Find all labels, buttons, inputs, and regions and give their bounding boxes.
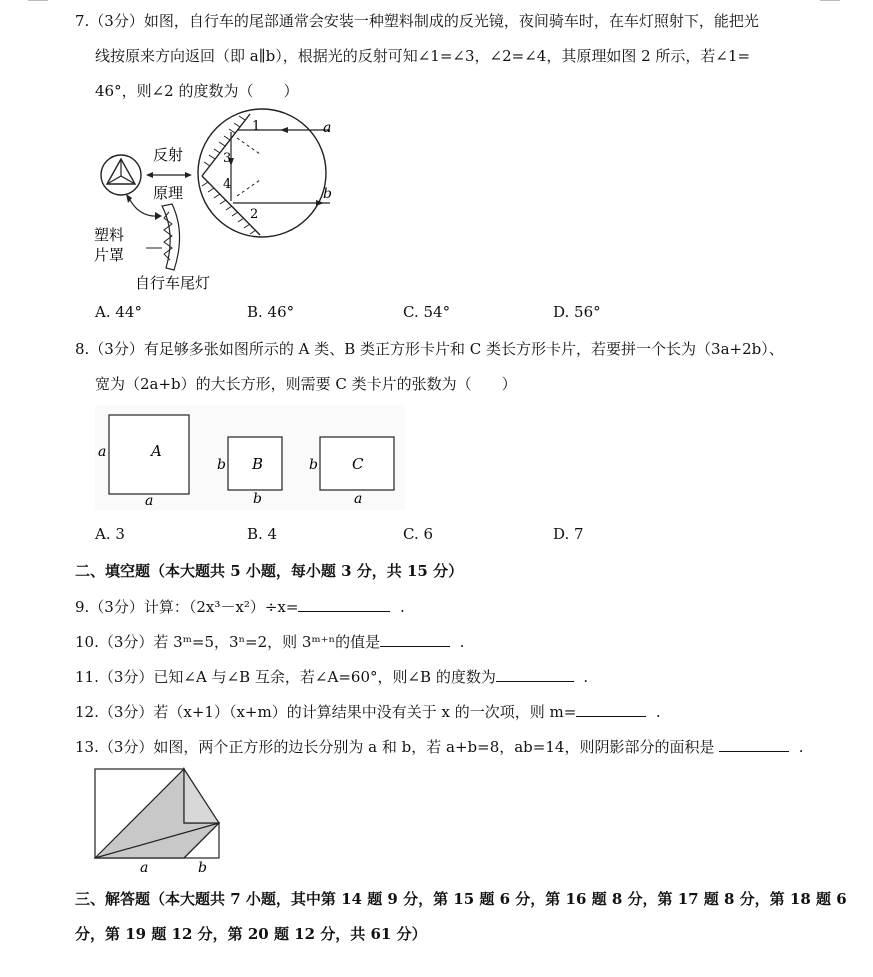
q7-option-b[interactable]: B. 46° [247, 303, 295, 321]
card-a-bottom: a [145, 493, 154, 509]
q11-row [75, 666, 588, 687]
label-b: b [198, 860, 207, 876]
q12-answer-blank[interactable] [576, 702, 646, 717]
q8-option-c[interactable]: C. 6 [403, 525, 434, 543]
q8-option-b[interactable]: B. 4 [247, 525, 278, 543]
label-a: a [140, 860, 149, 876]
q8-option-a[interactable]: A. 3 [95, 525, 125, 543]
q9-answer-blank[interactable] [298, 597, 390, 612]
q7-taillight-figure [90, 108, 350, 298]
card-a-side: a [98, 444, 107, 460]
q13-text: 13.（3分）如图，两个正方形的边长分别为 a 和 b，若 a+b=8，ab=14，则阴影部分的面积是 [75, 738, 715, 756]
q8-line-2: 宽为（2a+b）的大长方形，则需要 C 类卡片的张数为（ ） [95, 375, 517, 393]
label-shell-1: 塑料 [94, 226, 125, 244]
q13-answer-blank[interactable] [719, 737, 789, 752]
page-corner-mark [28, 0, 48, 5]
q11-period: . [583, 668, 589, 686]
section-3-heading-line-1: 三、解答题（本大题共 7 小题，其中第 14 题 9 分，第 15 题 6 分，第 16 题 8 分，第 17 题 8 分，第 18 题 6 [75, 890, 847, 908]
angle-1-label: 1 [252, 119, 261, 134]
q7-option-c[interactable]: C. 54° [403, 303, 451, 321]
q8-line-1: 8.（3分）有足够多张如图所示的 A 类、B 类正方形卡片和 C 类长方形卡片，若要拼一个长为（3a+2b）、 [75, 340, 784, 358]
q12-text: 12.（3分）若（x+1）（x+m）的计算结果中没有关于 x 的一次项，则 m= [75, 703, 577, 721]
ray-b-label: b [323, 186, 332, 202]
card-c-label: C [352, 455, 364, 473]
q12-period: . [655, 703, 661, 721]
angle-3-label: 3 [223, 151, 232, 166]
q10-row [75, 631, 464, 652]
angle-4-label: 4 [223, 177, 232, 192]
card-c-bottom: a [354, 491, 363, 507]
card-b-label: B [252, 455, 264, 473]
q7-line-2: 线按原来方向返回（即 a∥b），根据光的反射可知∠1=∠3，∠2=∠4，其原理如图 2 所示，若∠1= [95, 47, 751, 65]
page-corner-mark [820, 0, 840, 5]
card-c-side: b [309, 457, 318, 473]
label-reflect-1: 反射 [153, 146, 184, 164]
q11-text: 11.（3分）已知∠A 与∠B 互余，若∠A=60°，则∠B 的度数为 [75, 668, 496, 686]
q12-row [75, 701, 661, 722]
q7-option-a[interactable]: A. 44° [95, 303, 142, 321]
q10-answer-blank[interactable] [380, 632, 450, 647]
q7-line-3: 46°，则∠2 的度数为（ ） [95, 82, 299, 100]
q8-option-d[interactable]: D. 7 [553, 525, 584, 543]
card-b-side: b [217, 457, 226, 473]
label-shell-2: 片罩 [94, 246, 125, 264]
q9-row [75, 596, 405, 617]
q9-text: 9.（3分）计算：（2x³－x²）÷x= [75, 598, 299, 616]
label-taillight: 自行车尾灯 [135, 274, 211, 292]
section-3-heading-line-2: 分，第 19 题 12 分，第 20 题 12 分，共 61 分） [75, 925, 427, 943]
angle-2-label: 2 [250, 207, 259, 222]
q9-period: . [400, 598, 405, 616]
section-2-heading: 二、填空题（本大题共 5 小题，每小题 3 分，共 15 分） [75, 562, 464, 580]
ray-a-label: a [323, 120, 332, 136]
card-b-bottom: b [253, 491, 262, 507]
q10-text: 10.（3分）若 3ᵐ=5，3ⁿ=2，则 3ᵐ⁺ⁿ的值是 [75, 633, 381, 651]
q11-answer-blank[interactable] [496, 667, 574, 682]
label-reflect-2: 原理 [153, 184, 184, 202]
card-a [109, 415, 189, 494]
q10-period: . [459, 633, 465, 651]
q13-period: . [798, 738, 804, 756]
q8-cards-figure [95, 405, 405, 510]
q13-squares-figure [90, 765, 225, 877]
q7-line-1: 7.（3分）如图，自行车的尾部通常会安装一种塑料制成的反光镜，夜间骑车时，在车灯照射下，能把光 [75, 12, 759, 30]
q7-option-d[interactable]: D. 56° [553, 303, 601, 321]
q13-row [75, 736, 804, 757]
card-a-label: A [151, 442, 162, 460]
